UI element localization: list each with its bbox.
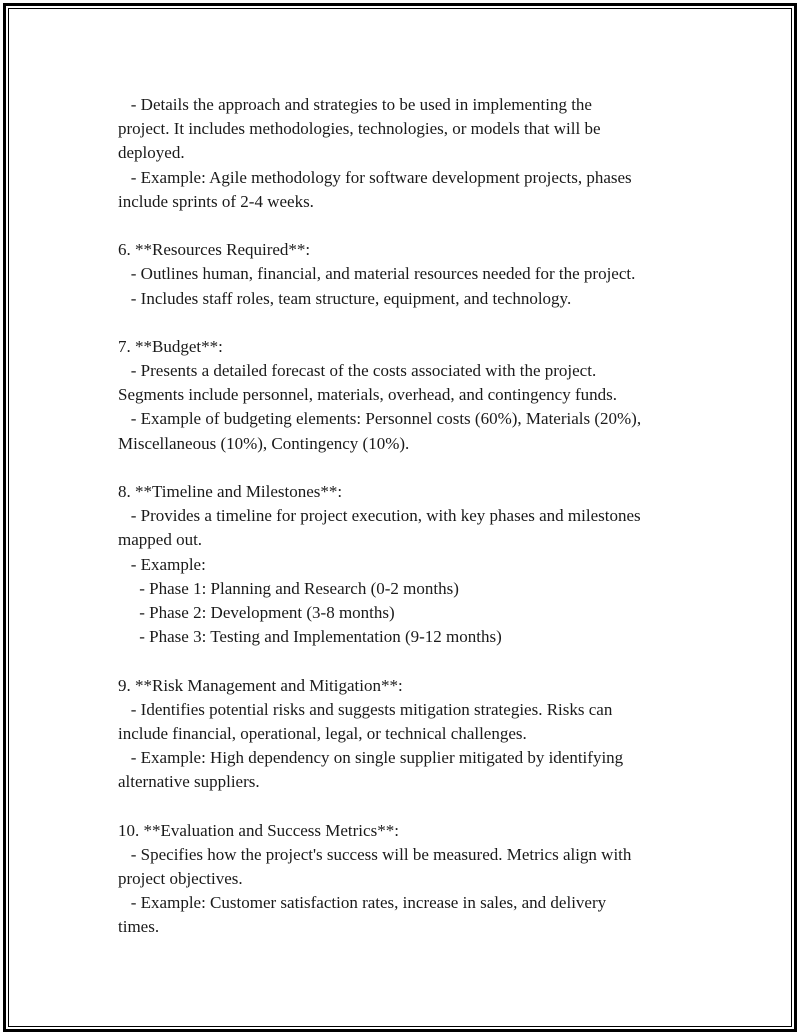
text-line: Miscellaneous (10%), Contingency (10%). xyxy=(118,433,410,453)
blank-line xyxy=(118,311,698,335)
text-line: - Example: Agile methodology for software development projects, phases xyxy=(118,167,632,187)
blank-line xyxy=(118,649,698,673)
section-heading-resources: 6. **Resources Required**: xyxy=(118,240,311,260)
text-line: - Example: Customer satisfaction rates, increase in sales, and delivery xyxy=(118,893,607,913)
section-heading-risk: 9. **Risk Management and Mitigation**: xyxy=(118,675,403,695)
text-line: - Example of budgeting elements: Personnel costs (60%), Materials (20%), xyxy=(118,409,642,429)
text-line: - Phase 1: Planning and Research (0-2 months) xyxy=(118,578,459,598)
text-line: - Presents a detailed forecast of the costs associated with the project. xyxy=(118,361,597,381)
text-line: alternative suppliers. xyxy=(118,772,260,792)
text-line: - Phase 2: Development (3-8 months) xyxy=(118,602,395,622)
text-line: - Identifies potential risks and suggests mitigation strategies. Risks can xyxy=(118,699,613,719)
text-line: - Details the approach and strategies to be used in implementing the xyxy=(118,95,592,114)
text-line: - Provides a timeline for project execution, with key phases and milestones xyxy=(118,506,641,526)
document-body xyxy=(118,93,698,940)
blank-line xyxy=(118,794,698,818)
text-line: mapped out. xyxy=(118,530,203,550)
section-heading-timeline: 8. **Timeline and Milestones**: xyxy=(118,482,343,501)
text-line: include financial, operational, legal, or technical challenges. xyxy=(118,723,527,743)
section-heading-budget: 7. **Budget**: xyxy=(118,336,223,356)
text-line: deployed. xyxy=(118,143,185,163)
text-line: - Includes staff roles, team structure, equipment, and technology. xyxy=(118,288,572,308)
text-line: - Outlines human, financial, and material resources needed for the project. xyxy=(118,264,636,284)
blank-line xyxy=(118,456,698,480)
text-line: - Example: xyxy=(118,554,206,574)
text-line: Segments include personnel, materials, overhead, and contingency funds. xyxy=(118,385,617,405)
text-line: - Specifies how the project's success will be measured. Metrics align with xyxy=(118,844,632,864)
text-line: project. It includes methodologies, technologies, or models that will be xyxy=(118,119,601,139)
text-line: times. xyxy=(118,917,160,937)
section-heading-evaluation: 10. **Evaluation and Success Metrics**: xyxy=(118,820,399,840)
text-line: - Phase 3: Testing and Implementation (9-12 months) xyxy=(118,627,502,647)
text-line: include sprints of 2-4 weeks. xyxy=(118,191,314,211)
blank-line xyxy=(118,214,698,238)
text-line: - Example: High dependency on single supplier mitigated by identifying xyxy=(118,748,624,768)
text-line: project objectives. xyxy=(118,869,243,888)
